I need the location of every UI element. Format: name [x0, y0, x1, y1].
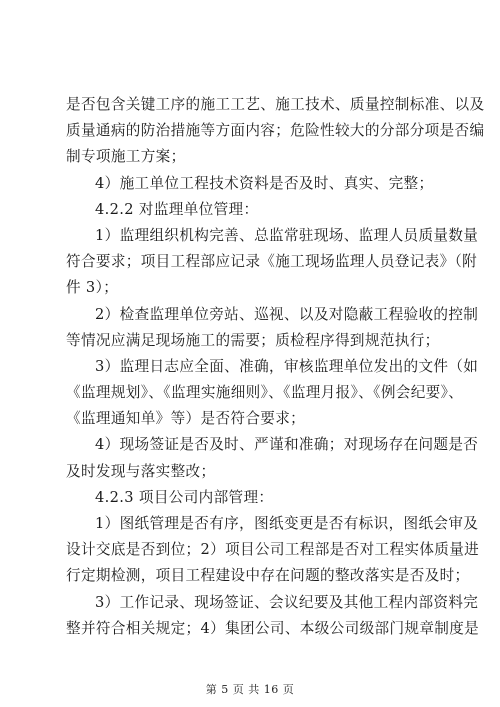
text-line: 制专项施工方案；	[66, 148, 186, 166]
text-line: 3）监理日志应全面、准确，审核监理单位发出的文件（如	[95, 357, 479, 375]
text-line: 是否包含关键工序的施工工艺、施工技术、质量控制标准、以及	[66, 96, 485, 113]
text-line: 及时发现与落实整改；	[66, 462, 216, 480]
text-line: 行定期检测，项目工程建设中存在问题的整改落实是否及时；	[66, 567, 470, 585]
text-line: 4）施工单位工程技术资料是否及时、真实、完整；	[95, 174, 434, 192]
text-line: 《监理规划》、《监理实施细则》、《监理月报》、《例会纪要》、	[66, 384, 464, 402]
text-line: 4）现场签证是否及时、严谨和准确；对现场存在问题是否	[95, 436, 479, 454]
text-line: 4.2.3 项目公司内部管理：	[95, 488, 274, 506]
page-footer: 第 5 页 共 16 页	[205, 683, 295, 696]
text-line: 1）图纸管理是否有序，图纸变更是否有标识，图纸会审及	[95, 515, 479, 532]
text-line: 2）检查监理单位旁站、巡视、以及对隐蔽工程验收的控制	[95, 305, 479, 323]
text-line: 整并符合相关规定；4）集团公司、本级公司级部门规章制度是	[66, 619, 480, 637]
text-line: 1）监理组织机构完善、总监常驻现场、监理人员质量数量	[95, 226, 479, 244]
text-line: 质量通病的防治措施等方面内容；危险性较大的分部分项是否编	[66, 122, 485, 140]
text-line: 3）工作记录、现场签证、会议纪要及其他工程内部资料完	[95, 593, 479, 611]
text-line: 4.2.2 对监理单位管理：	[95, 200, 259, 218]
text-line: 等情况应满足现场施工的需要；质检程序得到规范执行；	[66, 331, 440, 349]
text-line: 符合要求；项目工程部应记录《施工现场监理人员登记表》（附	[66, 253, 478, 271]
text-line: 《监理通知单》等）是否符合要求；	[66, 410, 306, 428]
text-line: 件 3）；	[66, 279, 119, 297]
body-text	[66, 92, 485, 642]
text-line: 设计交底是否到位；2）项目公司工程部是否对工程实体质量进	[66, 541, 480, 559]
